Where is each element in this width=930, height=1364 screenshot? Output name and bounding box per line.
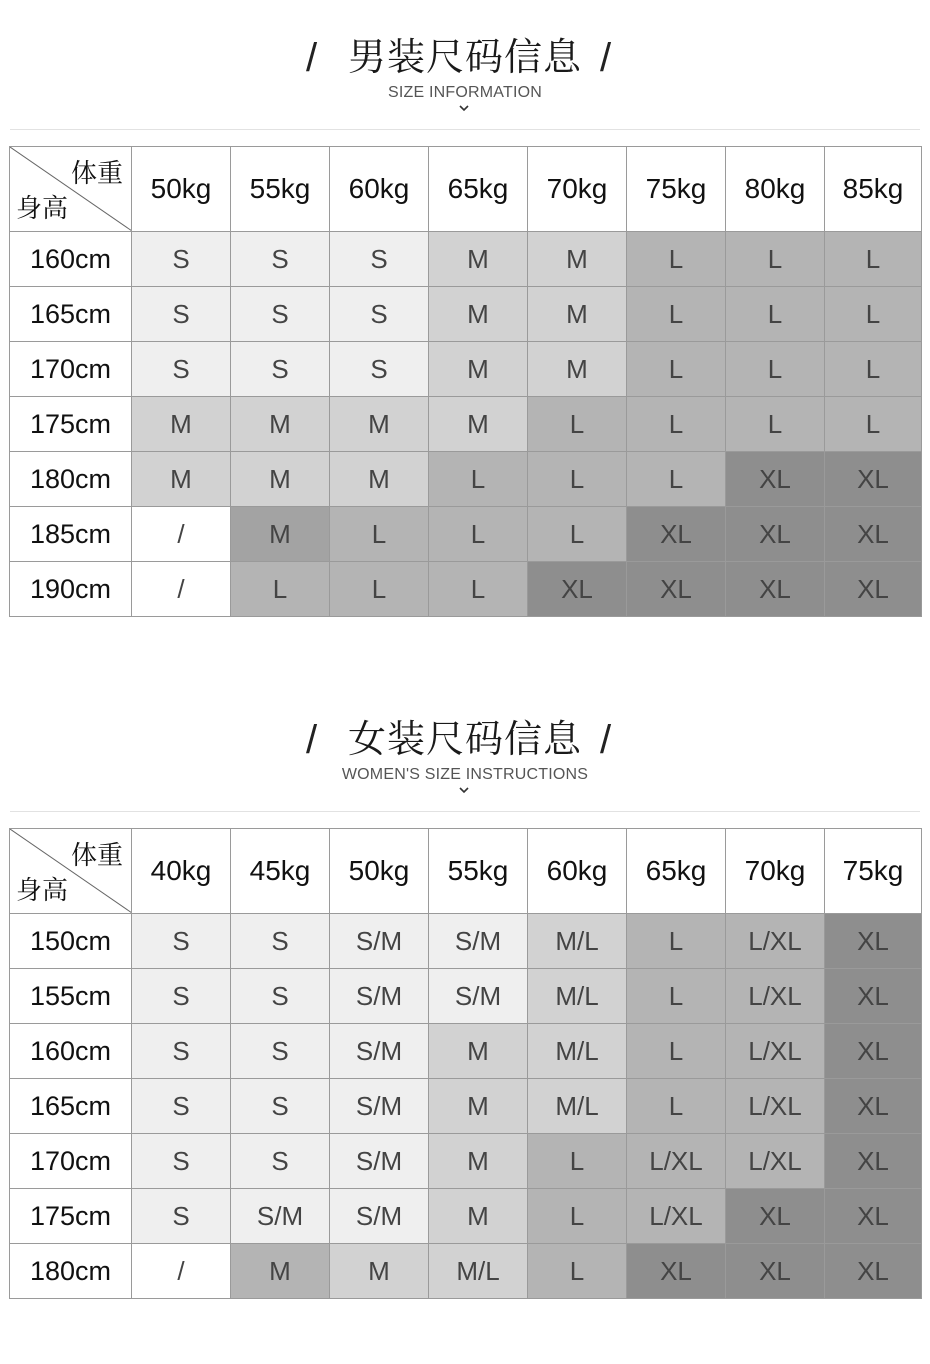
size-cell: M (429, 287, 528, 342)
size-cell: M (231, 397, 330, 452)
size-cell: S (231, 914, 330, 969)
size-cell: M (132, 397, 231, 452)
size-cell: XL (726, 1189, 825, 1244)
women-size-table (9, 828, 922, 1299)
size-cell: M (528, 342, 627, 397)
size-cell: L (726, 287, 825, 342)
size-cell: L (825, 397, 922, 452)
size-cell: L (528, 507, 627, 562)
women-section-header (0, 716, 930, 796)
size-cell: S (132, 342, 231, 397)
size-row (10, 1244, 922, 1299)
size-cell: XL (825, 1134, 922, 1189)
size-cell: XL (825, 1189, 922, 1244)
size-cell: S (132, 1079, 231, 1134)
size-cell: L (726, 397, 825, 452)
size-cell: XL (825, 1079, 922, 1134)
size-cell: XL (825, 1024, 922, 1079)
size-cell: S (231, 1079, 330, 1134)
title-slash-left: / (306, 718, 318, 762)
size-cell: S (132, 1189, 231, 1244)
size-cell: S (231, 1024, 330, 1079)
women-divider (10, 811, 920, 812)
size-row (10, 914, 922, 969)
women-section-subtitle: WOMEN'S SIZE INSTRUCTIONS (341, 766, 589, 783)
weight-header: 70kg (528, 147, 627, 232)
size-cell: XL (825, 507, 922, 562)
size-cell: XL (825, 914, 922, 969)
size-cell: XL (726, 562, 825, 617)
weight-header: 65kg (429, 147, 528, 232)
size-cell: M (528, 232, 627, 287)
size-cell: S (231, 342, 330, 397)
size-cell: L/XL (726, 1079, 825, 1134)
size-cell: S (132, 969, 231, 1024)
height-label: 155cm (10, 969, 132, 1024)
size-cell: M/L (528, 969, 627, 1024)
size-cell: L/XL (726, 914, 825, 969)
chevron-down-icon (457, 784, 471, 798)
height-label: 175cm (10, 1189, 132, 1244)
size-cell: L/XL (627, 1189, 726, 1244)
size-cell: S/M (231, 1189, 330, 1244)
height-label: 190cm (10, 562, 132, 617)
height-label: 185cm (10, 507, 132, 562)
size-cell: XL (528, 562, 627, 617)
size-cell: M (429, 1189, 528, 1244)
size-cell: XL (726, 1244, 825, 1299)
size-cell: XL (627, 1244, 726, 1299)
size-cell: L (330, 562, 429, 617)
size-cell: L (429, 507, 528, 562)
size-cell: XL (825, 452, 922, 507)
size-row (10, 1189, 922, 1244)
size-row (10, 1024, 922, 1079)
weight-header: 60kg (528, 829, 627, 914)
size-cell: M (231, 507, 330, 562)
height-label: 160cm (10, 232, 132, 287)
size-row (10, 452, 922, 507)
size-cell: S (330, 342, 429, 397)
size-cell: L (528, 1134, 627, 1189)
size-cell: S (330, 287, 429, 342)
weight-header: 55kg (429, 829, 528, 914)
size-cell: L (429, 562, 528, 617)
corner-weight-label: 体重 (70, 158, 123, 188)
size-cell: L (627, 342, 726, 397)
title-slash-right: / (600, 718, 612, 762)
weight-header: 50kg (330, 829, 429, 914)
men-header-row (10, 147, 922, 232)
size-cell: XL (726, 507, 825, 562)
chevron-down-icon (457, 102, 471, 116)
weight-header: 80kg (726, 147, 825, 232)
size-cell: S (231, 969, 330, 1024)
size-cell: L (627, 969, 726, 1024)
size-cell: M (330, 397, 429, 452)
size-cell: L (528, 1189, 627, 1244)
size-cell: XL (627, 562, 726, 617)
size-cell: M (231, 452, 330, 507)
size-cell: L (528, 1244, 627, 1299)
men-divider (10, 129, 920, 130)
size-row (10, 1079, 922, 1134)
size-cell: S (132, 232, 231, 287)
size-cell: L (726, 232, 825, 287)
size-cell: S (231, 232, 330, 287)
height-label: 170cm (10, 1134, 132, 1189)
size-row (10, 397, 922, 452)
size-row (10, 287, 922, 342)
men-section-title: 男装尺码信息 (347, 37, 582, 79)
size-cell: XL (825, 1244, 922, 1299)
men-title-row (0, 34, 930, 82)
size-cell: S (231, 1134, 330, 1189)
men-section-subtitle: SIZE INFORMATION (387, 84, 542, 101)
height-label: 180cm (10, 1244, 132, 1299)
size-cell: S/M (330, 969, 429, 1024)
title-slash-right: / (600, 36, 612, 80)
size-cell: S (132, 287, 231, 342)
size-cell: L (627, 287, 726, 342)
corner-cell (10, 829, 132, 914)
size-row (10, 342, 922, 397)
weight-header: 45kg (231, 829, 330, 914)
size-cell: L (726, 342, 825, 397)
size-cell: / (132, 507, 231, 562)
weight-header: 65kg (627, 829, 726, 914)
size-cell: M (528, 287, 627, 342)
size-cell: L (627, 452, 726, 507)
size-cell: / (132, 562, 231, 617)
corner-height-label: 身高 (16, 193, 69, 223)
height-label: 150cm (10, 914, 132, 969)
size-cell: L (231, 562, 330, 617)
size-cell: M (132, 452, 231, 507)
size-cell: S (231, 287, 330, 342)
size-cell: L (627, 914, 726, 969)
weight-header: 75kg (627, 147, 726, 232)
corner-cell (10, 147, 132, 232)
men-section-header (0, 34, 930, 114)
size-cell: S (132, 1134, 231, 1189)
size-cell: M (330, 452, 429, 507)
size-cell: L (528, 452, 627, 507)
size-row (10, 969, 922, 1024)
size-cell: L (627, 1024, 726, 1079)
size-cell: M (231, 1244, 330, 1299)
size-row (10, 507, 922, 562)
size-cell: M (429, 1079, 528, 1134)
men-size-table (9, 146, 922, 617)
corner-weight-label: 体重 (70, 840, 123, 870)
women-title-row (0, 716, 930, 764)
size-cell: S/M (330, 914, 429, 969)
size-cell: XL (825, 562, 922, 617)
size-cell: L/XL (726, 1134, 825, 1189)
title-slash-left: / (306, 36, 318, 80)
size-cell: L (330, 507, 429, 562)
size-cell: M/L (429, 1244, 528, 1299)
size-cell: M/L (528, 1079, 627, 1134)
size-row (10, 232, 922, 287)
size-cell: S/M (330, 1134, 429, 1189)
size-cell: L (528, 397, 627, 452)
size-cell: M (429, 342, 528, 397)
size-cell: L/XL (726, 969, 825, 1024)
size-cell: M (429, 397, 528, 452)
size-cell: L/XL (627, 1134, 726, 1189)
size-cell: M (429, 1134, 528, 1189)
height-label: 165cm (10, 1079, 132, 1134)
size-cell: M/L (528, 914, 627, 969)
size-cell: L (627, 232, 726, 287)
size-cell: L/XL (726, 1024, 825, 1079)
weight-header: 40kg (132, 829, 231, 914)
height-label: 170cm (10, 342, 132, 397)
height-label: 175cm (10, 397, 132, 452)
size-cell: XL (627, 507, 726, 562)
weight-header: 75kg (825, 829, 922, 914)
size-cell: L (825, 342, 922, 397)
size-cell: S/M (429, 969, 528, 1024)
size-cell: S/M (330, 1079, 429, 1134)
size-cell: S/M (429, 914, 528, 969)
size-cell: M/L (528, 1024, 627, 1079)
size-row (10, 1134, 922, 1189)
size-cell: S/M (330, 1024, 429, 1079)
weight-header: 85kg (825, 147, 922, 232)
size-cell: S (132, 1024, 231, 1079)
size-cell: L (429, 452, 528, 507)
size-cell: L (627, 397, 726, 452)
size-cell: L (627, 1079, 726, 1134)
weight-header: 60kg (330, 147, 429, 232)
weight-header: 55kg (231, 147, 330, 232)
weight-header: 70kg (726, 829, 825, 914)
size-cell: L (825, 287, 922, 342)
size-cell: M (330, 1244, 429, 1299)
height-label: 180cm (10, 452, 132, 507)
women-header-row (10, 829, 922, 914)
size-cell: / (132, 1244, 231, 1299)
height-label: 165cm (10, 287, 132, 342)
size-cell: XL (825, 969, 922, 1024)
size-cell: M (429, 232, 528, 287)
corner-height-label: 身高 (16, 875, 69, 905)
size-cell: XL (726, 452, 825, 507)
size-cell: L (825, 232, 922, 287)
size-cell: S/M (330, 1189, 429, 1244)
size-cell: S (132, 914, 231, 969)
women-section-title: 女装尺码信息 (347, 719, 582, 761)
height-label: 160cm (10, 1024, 132, 1079)
size-cell: M (429, 1024, 528, 1079)
weight-header: 50kg (132, 147, 231, 232)
size-cell: S (330, 232, 429, 287)
size-row (10, 562, 922, 617)
